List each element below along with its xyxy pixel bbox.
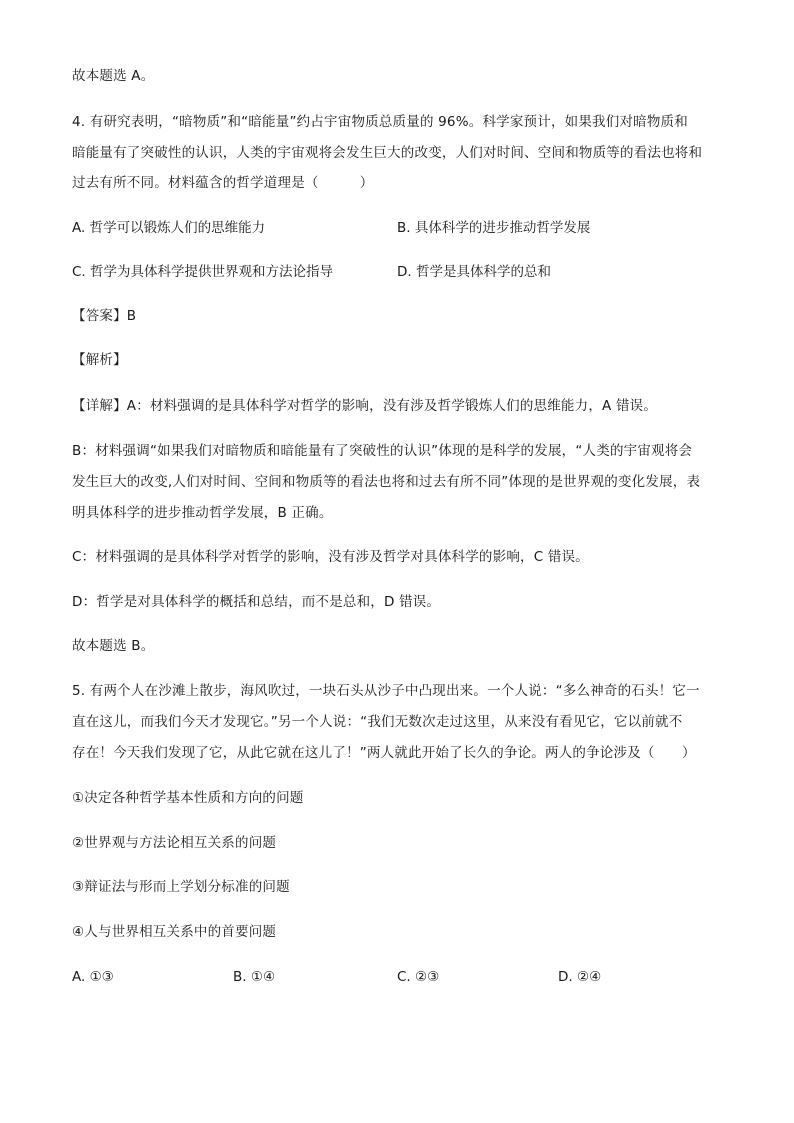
q5-statement-4: ④人与世界相互关系中的首要问题 [72,924,277,940]
q4-explanation-a: 【详解】A：材料强调的是具体科学对哲学的影响，没有涉及哲学锻炼人们的思维能力，A 错误。 [72,398,658,414]
q4-option-c: C. 哲学为具体科学提供世界观和方法论指导 [72,264,334,280]
q5-option-d: D. ②④ [558,969,602,985]
q5-statement-1: ①决定各种哲学基本性质和方向的问题 [72,790,304,806]
q4-explanation-b-line-1: B：材料强调“如果我们对暗物质和暗能量有了突破性的认识”体现的是科学的发展，“人类的宇宙观将会 [72,443,693,459]
q4-explanation-c: C：材料强调的是具体科学对哲学的影响，没有涉及哲学对具体科学的影响，C 错误。 [72,549,589,565]
q5-stem-line-1: 5. 有两个人在沙滩上散步，海风吹过，一块石头从沙子中凸现出来。一个人说：“多么神奇的石头！它一 [72,683,700,699]
q4-stem-line-1: 4. 有研究表明，“暗物质”和“暗能量”约占宇宙物质总质量的 96%。科学家预计，如果我们对暗物质和 [72,114,688,130]
q5-statement-2: ②世界观与方法论相互关系的问题 [72,835,277,851]
q4-explanation-b-line-2: 发生巨大的改变,人们对时间、空间和物质等的看法也将和过去有所不同”体现的是世界观的变化发展，表 [72,474,701,490]
q4-answer: 【答案】B [72,308,137,324]
q4-option-b: B. 具体科学的进步推动哲学发展 [397,220,591,236]
q3-conclusion: 故本题选 A。 [72,68,155,84]
q5-option-a: A. ①③ [72,969,114,985]
q4-stem-line-3: 过去有所不同。材料蕴含的哲学道理是（ ） [72,175,374,191]
q4-option-d: D. 哲学是具体科学的总和 [397,264,551,280]
q4-stem-line-2: 暗能量有了突破性的认识，人类的宇宙观将会发生巨大的改变，人们对时间、空间和物质等的看法也将和 [72,145,703,161]
q4-explanation-d: D：哲学是对具体科学的概括和总结，而不是总和，D 错误。 [72,594,441,610]
q5-stem-line-2: 直在这儿，而我们今天才发现它。”另一个人说：“我们无数次走过这里，从来没有看见它，它以前就不 [72,714,683,730]
q4-analysis-heading: 【解析】 [72,352,127,368]
q4-conclusion: 故本题选 B。 [72,638,155,654]
q5-statement-3: ③辩证法与形而上学划分标准的问题 [72,879,290,895]
q5-stem-line-3: 存在！今天我们发现了它，从此它就在这儿了！”两人就此开始了长久的争论。两人的争论涉及（ ） [72,745,696,761]
q5-option-b: B. ①④ [233,969,276,985]
q4-option-a: A. 哲学可以锻炼人们的思维能力 [72,220,266,236]
q5-option-c: C. ②③ [397,969,440,985]
q4-explanation-b-line-3: 明具体科学的进步推动哲学发展，B 正确。 [72,505,333,521]
